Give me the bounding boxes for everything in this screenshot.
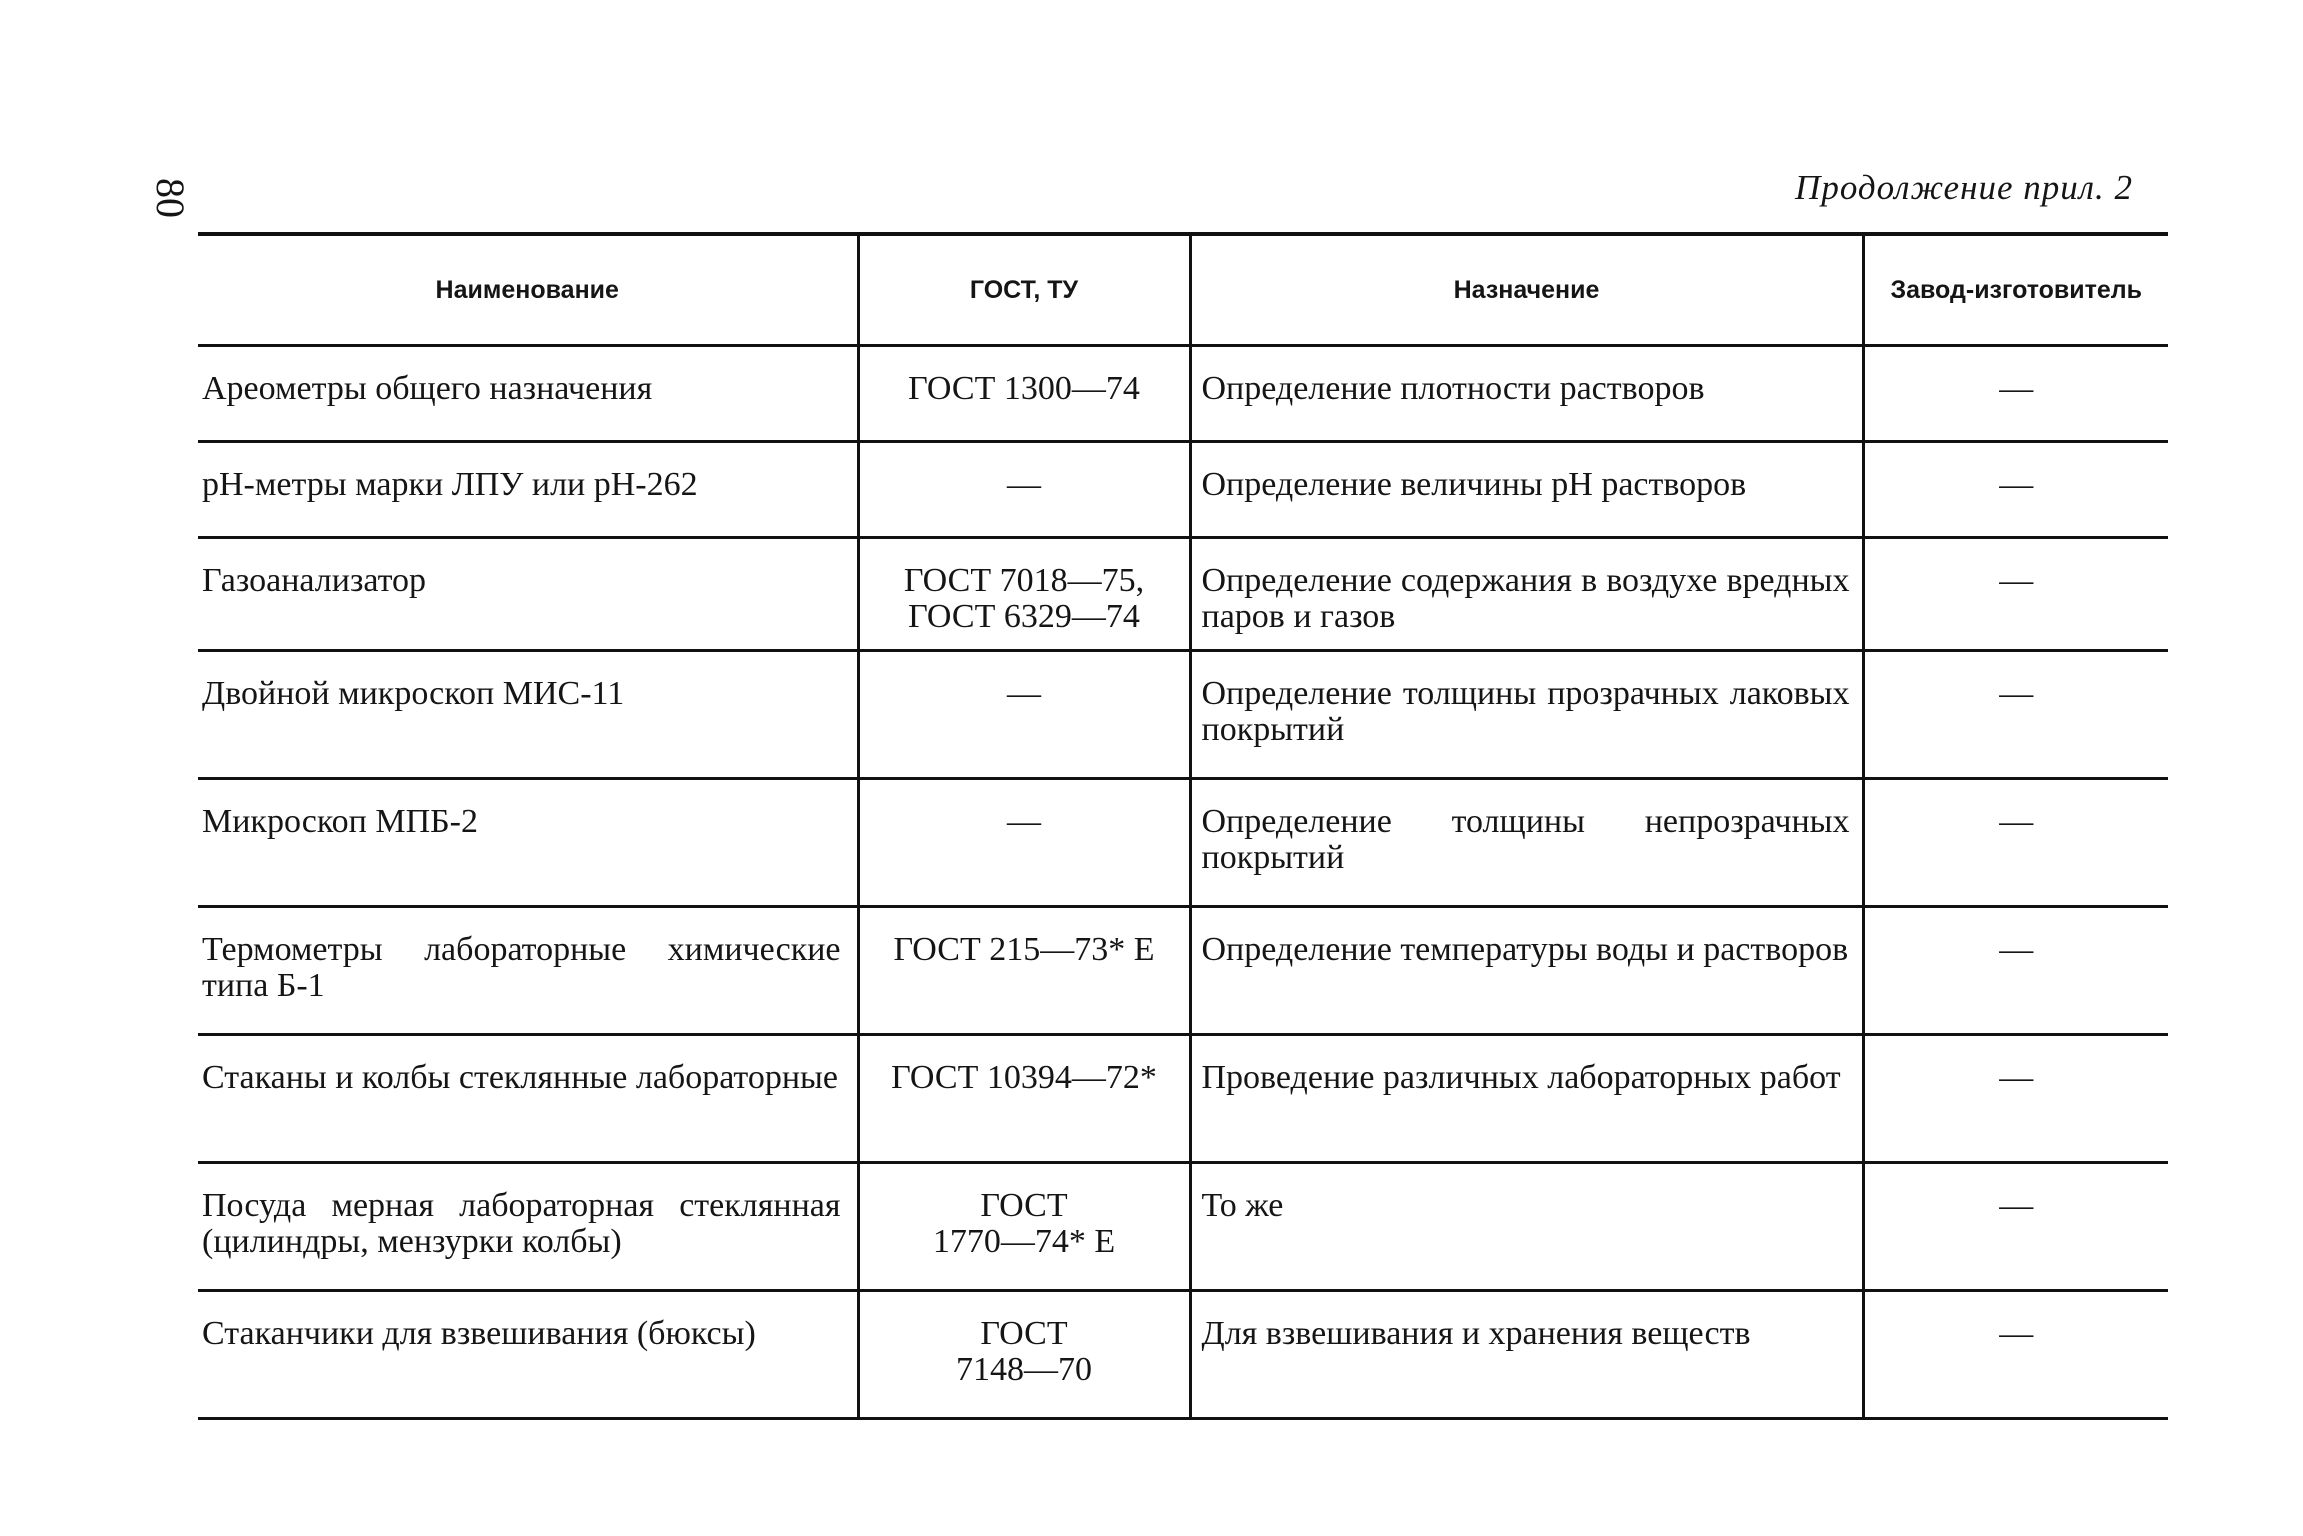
cell-gost — [858, 651, 1190, 779]
cell-purpose: Проведение различных лабораторных работ — [1190, 1035, 1863, 1163]
gost-text: ГОСТ 1300—74 — [908, 370, 1140, 407]
cell-gost — [858, 1163, 1190, 1291]
cell-gost — [858, 1035, 1190, 1163]
cell-purpose: То же — [1190, 1163, 1863, 1291]
table-row — [198, 1163, 2168, 1291]
gost-text: — — [1007, 675, 1041, 712]
cell-purpose: Определение величины рН растворов — [1190, 442, 1863, 538]
cell-name: Микроскоп МПБ-2 — [198, 779, 858, 907]
cell-name: Ареометры общего назначения — [198, 346, 858, 442]
cell-name: Стаканы и колбы стеклянные лабораторные — [198, 1035, 858, 1163]
header-purpose: Назначение — [1190, 234, 1863, 346]
cell-name: Посуда мерная лабораторная стеклянная (цилиндры, мензурки колбы) — [198, 1163, 858, 1291]
header-maker: Завод-изготовитель — [1863, 234, 2168, 346]
table-row — [198, 907, 2168, 1035]
cell-name: Двойной микроскоп МИС-11 — [198, 651, 858, 779]
cell-purpose: Определение содержания в воздухе вредных паров и газов — [1190, 538, 1863, 651]
cell-purpose: Определение температуры воды и растворов — [1190, 907, 1863, 1035]
cell-maker: — — [1863, 1035, 2168, 1163]
gost-text: ГОСТ 7018—75, ГОСТ 6329—74 — [903, 562, 1145, 635]
equipment-table — [198, 232, 2168, 1420]
gost-text: ГОСТ 7148—70 — [956, 1315, 1092, 1388]
cell-maker: — — [1863, 538, 2168, 651]
header-name: Наименование — [198, 234, 858, 346]
cell-purpose: Определение толщины прозрачных лаковых покрытий — [1190, 651, 1863, 779]
gost-text: ГОСТ 10394—72* — [891, 1059, 1157, 1096]
cell-name: Стаканчики для взвешивания (бюксы) — [198, 1291, 858, 1419]
continuation-caption: Продолжение прил. 2 — [1795, 168, 2133, 207]
cell-name: Газоанализатор — [198, 538, 858, 651]
table-row — [198, 1291, 2168, 1419]
table-row — [198, 651, 2168, 779]
cell-name: Термометры лабораторные химические типа Б-1 — [198, 907, 858, 1035]
gost-text: — — [1007, 803, 1041, 840]
table-row — [198, 779, 2168, 907]
cell-maker: — — [1863, 1291, 2168, 1419]
header-gost: ГОСТ, ТУ — [858, 234, 1190, 346]
cell-maker: — — [1863, 442, 2168, 538]
cell-purpose: Определение плотности растворов — [1190, 346, 1863, 442]
cell-gost — [858, 346, 1190, 442]
cell-maker: — — [1863, 346, 2168, 442]
gost-text: — — [1007, 466, 1041, 503]
cell-gost — [858, 1291, 1190, 1419]
cell-name: рН-метры марки ЛПУ или рН-262 — [198, 442, 858, 538]
table-row — [198, 1035, 2168, 1163]
table-row — [198, 442, 2168, 538]
cell-gost — [858, 779, 1190, 907]
cell-gost — [858, 907, 1190, 1035]
cell-gost — [858, 538, 1190, 651]
cell-gost — [858, 442, 1190, 538]
cell-maker: — — [1863, 779, 2168, 907]
page-number: 80 — [148, 178, 193, 218]
cell-purpose: Для взвешивания и хранения веществ — [1190, 1291, 1863, 1419]
gost-text: ГОСТ 1770—74* Е — [932, 1187, 1116, 1260]
table-row — [198, 346, 2168, 442]
table-header-row — [198, 234, 2168, 346]
table-row — [198, 538, 2168, 651]
cell-maker: — — [1863, 907, 2168, 1035]
cell-maker: — — [1863, 651, 2168, 779]
cell-maker: — — [1863, 1163, 2168, 1291]
gost-text: ГОСТ 215—73* Е — [893, 931, 1155, 968]
cell-purpose: Определение толщины непрозрачных покрытий — [1190, 779, 1863, 907]
